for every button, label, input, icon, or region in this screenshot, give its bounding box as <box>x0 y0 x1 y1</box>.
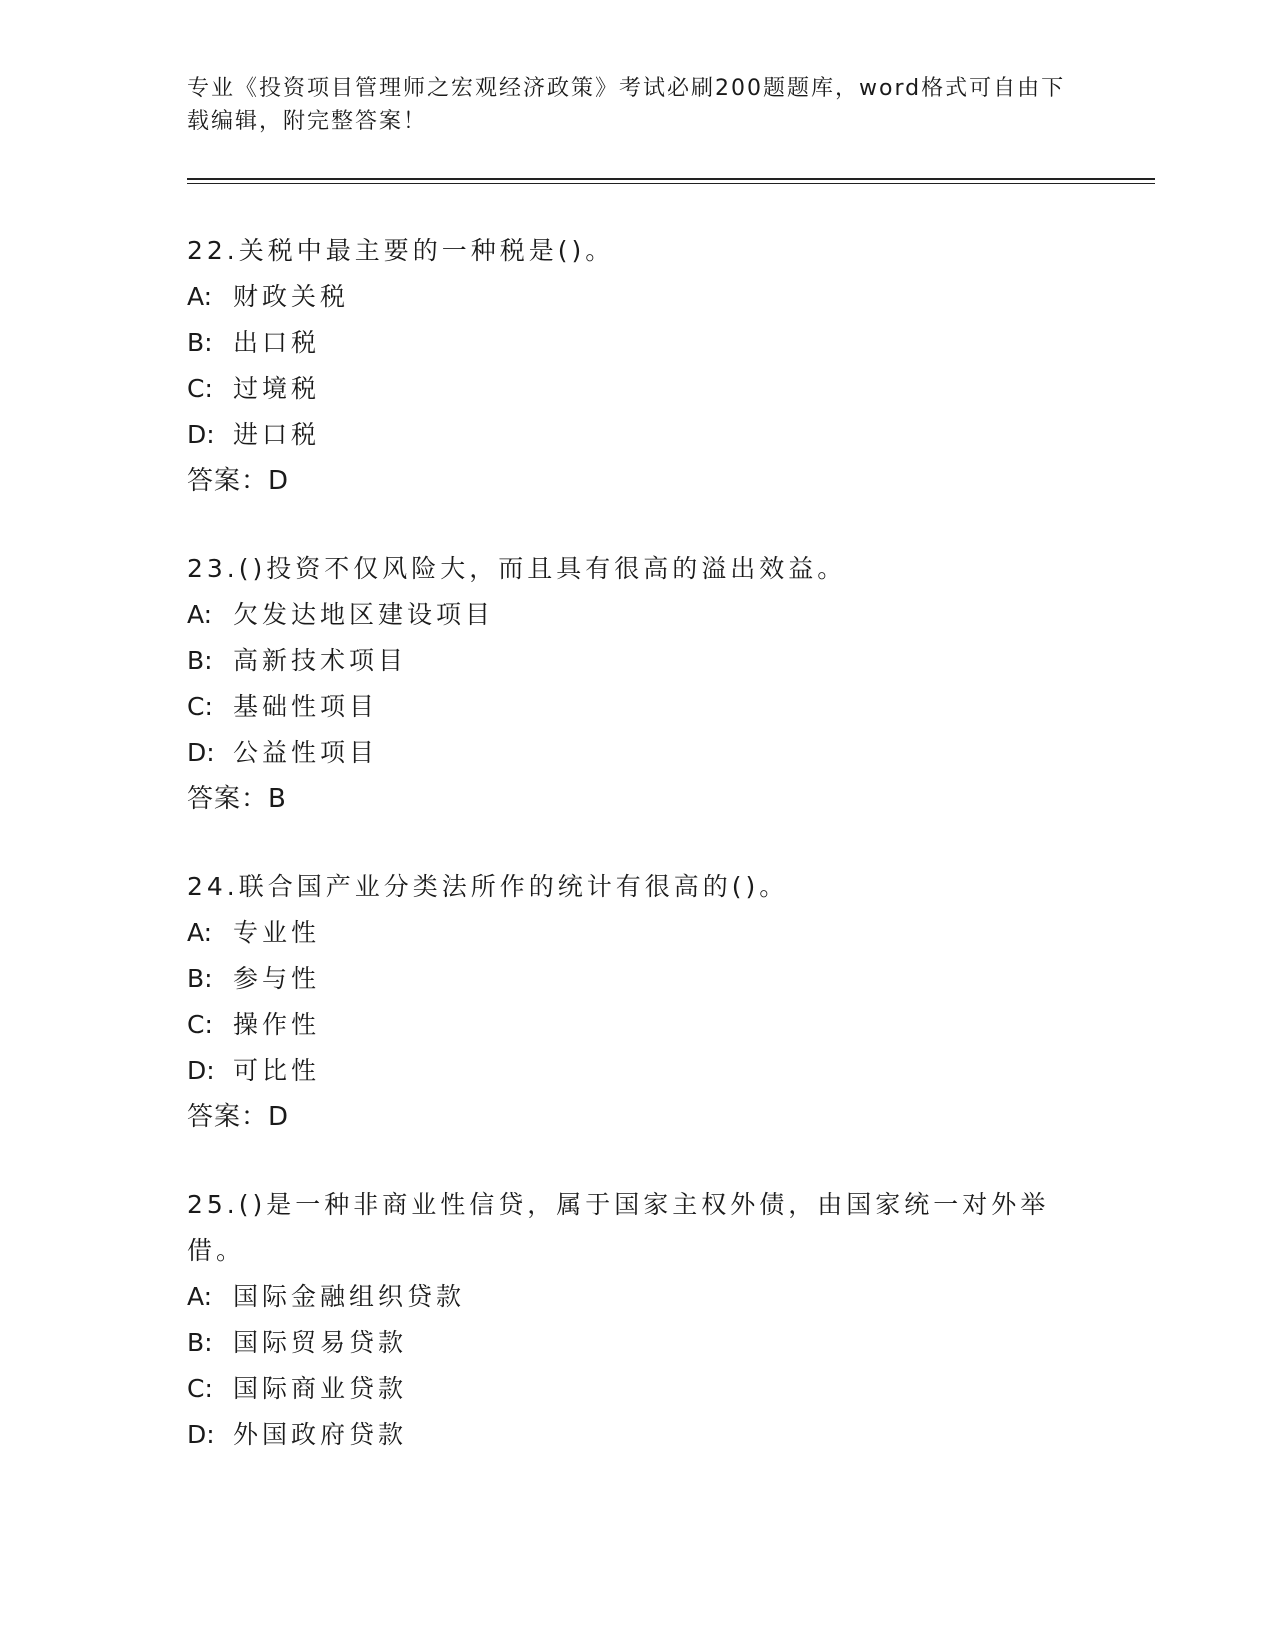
option-label: D: <box>187 738 215 767</box>
option-label: B: <box>187 646 213 675</box>
question-25 <box>187 1182 1087 1458</box>
option-b <box>187 1320 1087 1366</box>
option-label: C: <box>187 374 213 403</box>
document-header: 专业《投资项目管理师之宏观经济政策》考试必刷200题题库，word格式可自由下载编辑，附完整答案！ <box>187 76 1066 134</box>
option-text: 财政关税 <box>233 282 350 311</box>
option-label: A: <box>187 600 213 629</box>
option-label: B: <box>187 964 213 993</box>
option-a <box>187 592 1087 638</box>
option-text: 国际金融组织贷款 <box>233 1282 466 1311</box>
option-text: 参与性 <box>233 964 321 993</box>
option-text: 基础性项目 <box>233 692 379 721</box>
question-22 <box>187 228 1087 504</box>
answer: 答案：D <box>187 466 290 496</box>
option-d <box>187 412 1087 458</box>
option-label: A: <box>187 918 213 947</box>
option-b <box>187 638 1087 684</box>
option-label: D: <box>187 1420 215 1449</box>
option-text: 出口税 <box>233 328 321 357</box>
option-text: 高新技术项目 <box>233 646 408 675</box>
option-text: 国际贸易贷款 <box>233 1328 408 1357</box>
option-label: B: <box>187 328 213 357</box>
option-c <box>187 1366 1087 1412</box>
option-a <box>187 274 1087 320</box>
option-c <box>187 366 1087 412</box>
question-24 <box>187 864 1087 1140</box>
option-label: C: <box>187 692 213 721</box>
header-rule-thin <box>187 183 1155 184</box>
option-c <box>187 1002 1087 1048</box>
option-d <box>187 730 1087 776</box>
question-stem: 25.()是一种非商业性信贷，属于国家主权外债，由国家统一对外举借。 <box>187 1190 1050 1265</box>
option-text: 进口税 <box>233 420 321 449</box>
option-text: 可比性 <box>233 1056 321 1085</box>
question-stem: 24.联合国产业分类法所作的统计有很高的()。 <box>187 872 789 901</box>
option-d <box>187 1048 1087 1094</box>
option-text: 专业性 <box>233 918 321 947</box>
option-label: C: <box>187 1010 213 1039</box>
option-a <box>187 910 1087 956</box>
option-label: B: <box>187 1328 213 1357</box>
option-text: 外国政府贷款 <box>233 1420 408 1449</box>
option-text: 过境税 <box>233 374 321 403</box>
option-label: D: <box>187 1056 215 1085</box>
option-label: A: <box>187 1282 213 1311</box>
option-text: 国际商业贷款 <box>233 1374 408 1403</box>
option-text: 公益性项目 <box>233 738 379 767</box>
answer: 答案：D <box>187 1102 290 1132</box>
header-rule-thick <box>187 178 1155 180</box>
option-b <box>187 956 1087 1002</box>
option-text: 欠发达地区建设项目 <box>233 600 495 629</box>
option-label: D: <box>187 420 215 449</box>
question-23 <box>187 546 1087 822</box>
option-c <box>187 684 1087 730</box>
option-a <box>187 1274 1087 1320</box>
question-stem: 23.()投资不仅风险大，而且具有很高的溢出效益。 <box>187 554 847 583</box>
answer: 答案：B <box>187 784 287 814</box>
question-stem: 22.关税中最主要的一种税是()。 <box>187 236 615 265</box>
option-text: 操作性 <box>233 1010 321 1039</box>
option-d <box>187 1412 1087 1458</box>
option-label: C: <box>187 1374 213 1403</box>
option-b <box>187 320 1087 366</box>
option-label: A: <box>187 282 213 311</box>
